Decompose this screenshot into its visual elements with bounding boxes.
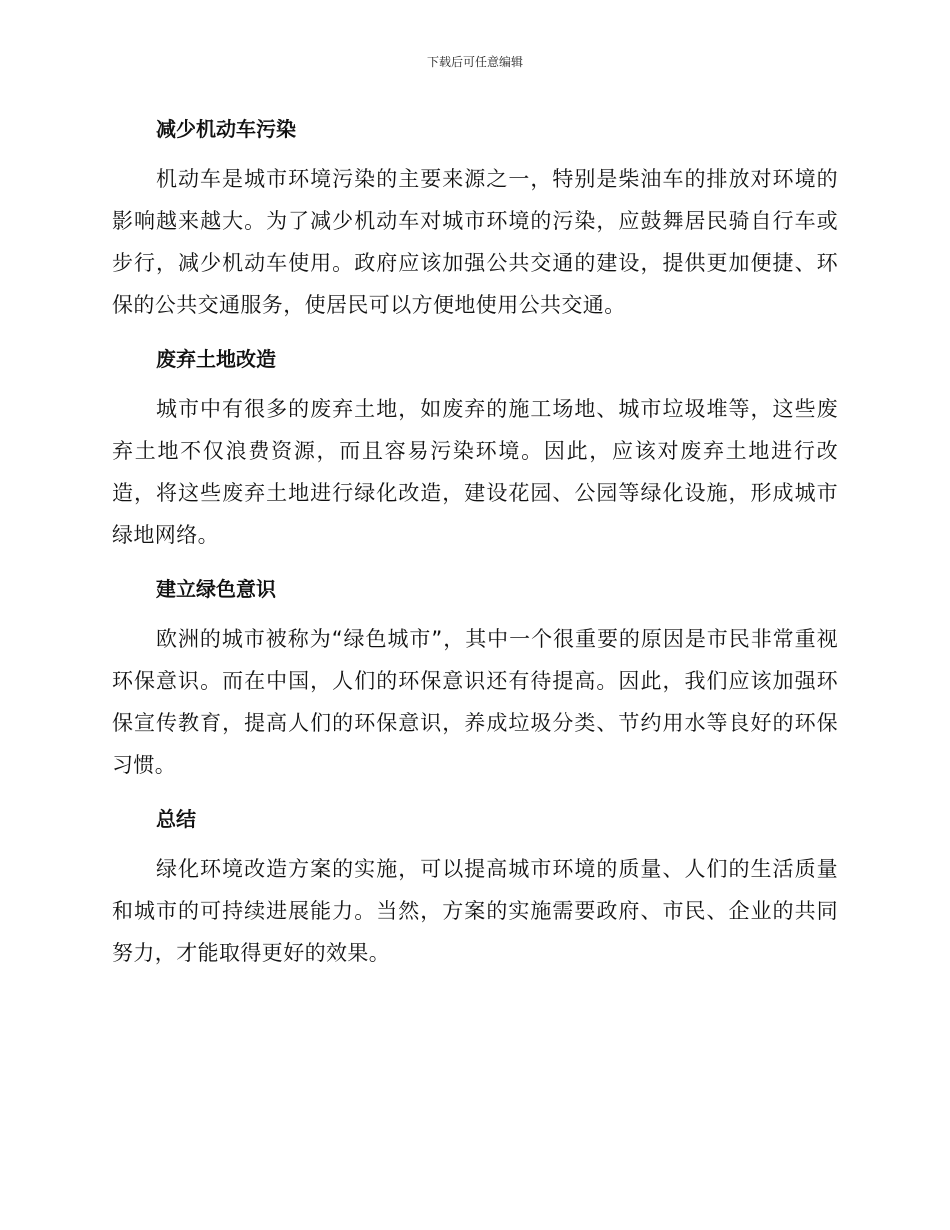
section-heading: 减少机动车污染	[156, 117, 296, 141]
section-land-reuse	[112, 338, 838, 556]
section-summary	[112, 798, 838, 974]
section-heading: 建立绿色意识	[156, 577, 276, 601]
document-body	[112, 108, 838, 986]
section-paragraph: 机动车是城市环境污染的主要来源之一，特别是柴油车的排放对环境的影响越来越大。为了减少机动车对城市环境的污染，应鼓舞居民骑自行车或步行，减少机动车使用。政府应该加强公共交通的建设，提供更加便捷、环保的公共交通服务，使居民可以方便地使用公共交通。	[112, 167, 838, 317]
section-heading: 废弃土地改造	[156, 347, 276, 371]
section-vehicle-pollution	[112, 108, 838, 326]
section-paragraph: 欧洲的城市被称为“绿色城市”，其中一个很重要的原因是市民非常重视环保意识。而在中国，人们的环保意识还有待提高。因此，我们应该加强环保宣传教育，提高人们的环保意识，养成垃圾分类、节约用水等良好的环保习惯。	[112, 627, 838, 777]
section-heading: 总结	[156, 807, 196, 831]
section-green-awareness	[112, 568, 838, 786]
section-paragraph: 绿化环境改造方案的实施，可以提高城市环境的质量、人们的生活质量和城市的可持续进展能力。当然，方案的实施需要政府、市民、企业的共同努力，才能取得更好的效果。	[112, 857, 838, 965]
page-header: 下载后可任意编辑	[426, 55, 523, 69]
section-paragraph: 城市中有很多的废弃土地，如废弃的施工场地、城市垃圾堆等，这些废弃土地不仅浪费资源，而且容易污染环境。因此，应该对废弃土地进行改造，将这些废弃土地进行绿化改造，建设花园、公园等绿化设施，形成城市绿地网络。	[112, 397, 838, 547]
